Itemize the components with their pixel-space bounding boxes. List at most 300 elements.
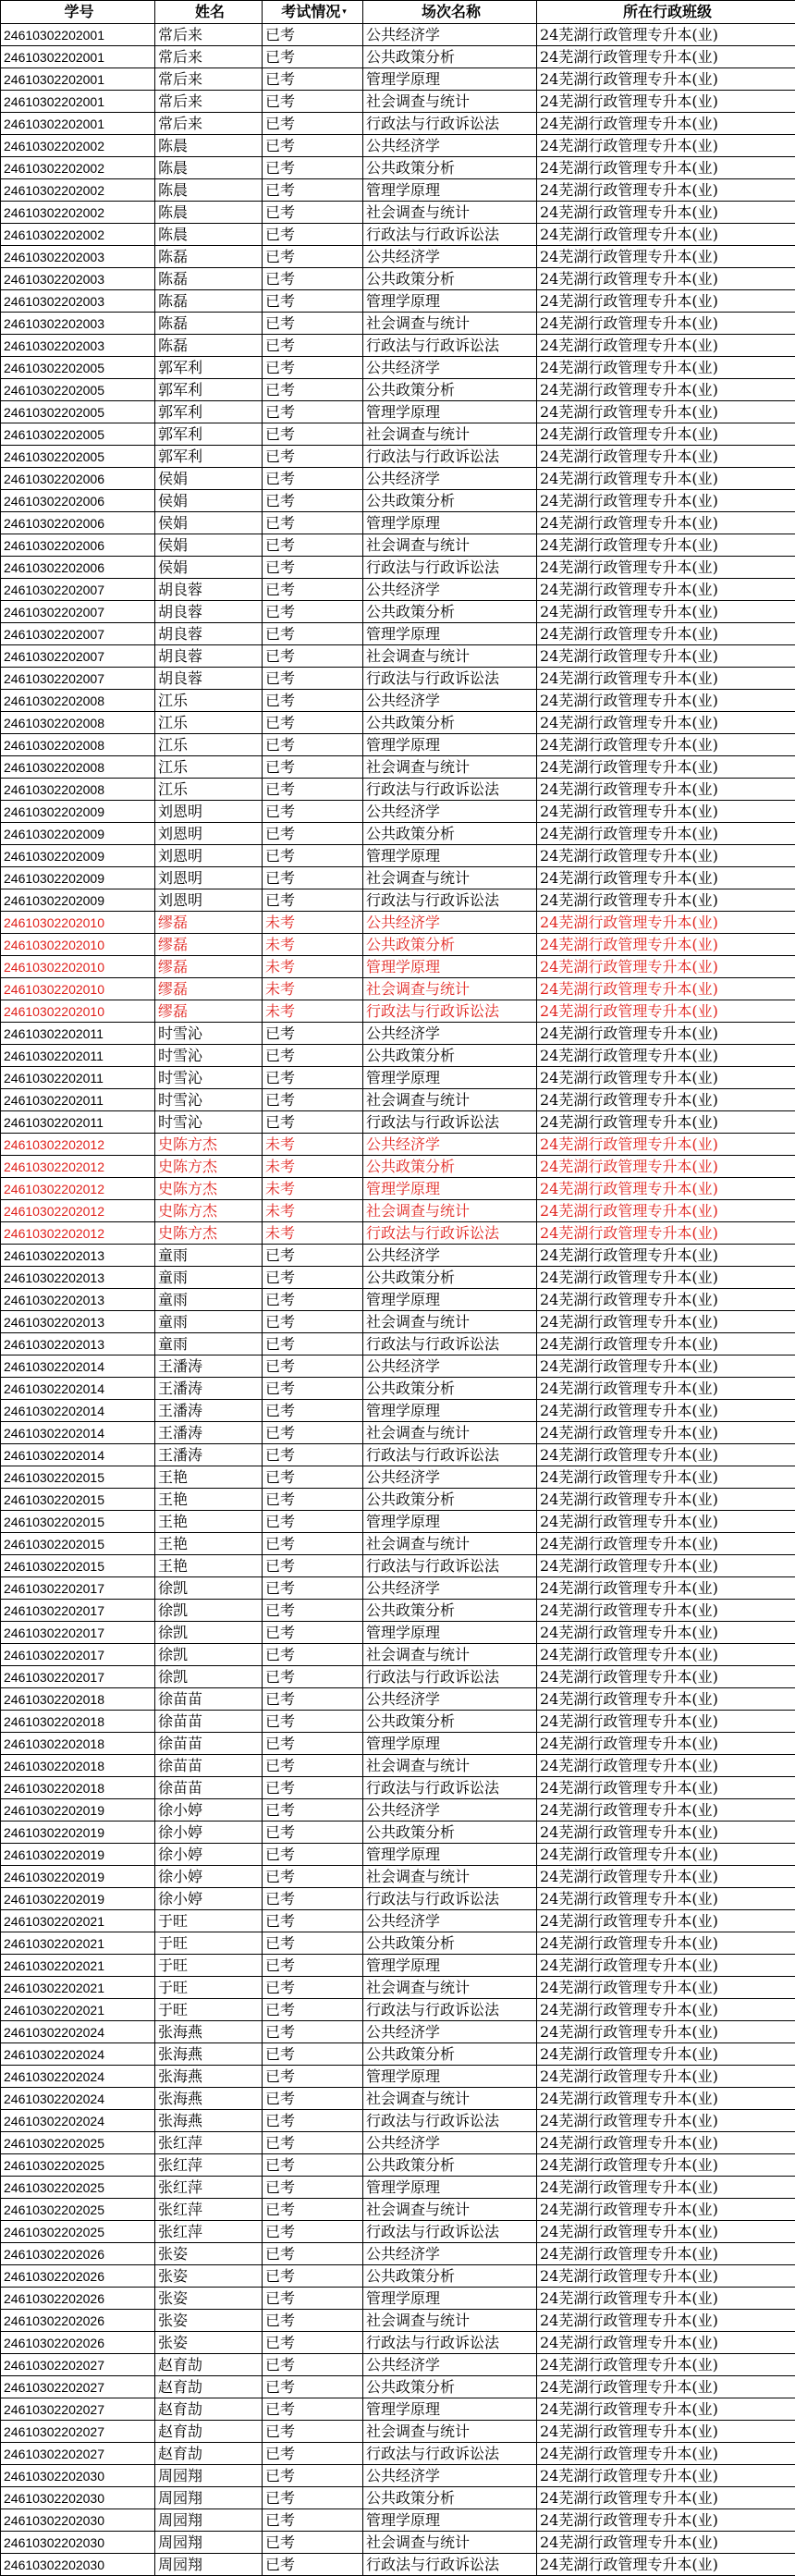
cell-session-name[interactable]: 行政法与行政诉讼法	[363, 2332, 537, 2354]
cell-exam-status[interactable]: 已考	[263, 2243, 363, 2265]
cell-class[interactable]: 24芜湖行政管理专升本(业)	[537, 1755, 795, 1777]
cell-class[interactable]: 24芜湖行政管理专升本(业)	[537, 2398, 795, 2421]
cell-exam-status[interactable]: 已考	[263, 2088, 363, 2110]
cell-class[interactable]: 24芜湖行政管理专升本(业)	[537, 1311, 795, 1333]
cell-class[interactable]: 24芜湖行政管理专升本(业)	[537, 2177, 795, 2199]
cell-class[interactable]: 24芜湖行政管理专升本(业)	[537, 1955, 795, 1977]
cell-class[interactable]: 24芜湖行政管理专升本(业)	[537, 1045, 795, 1067]
cell-name[interactable]: 常后来	[155, 113, 263, 135]
cell-class[interactable]: 24芜湖行政管理专升本(业)	[537, 1200, 795, 1222]
cell-session-name[interactable]: 社会调查与统计	[363, 2088, 537, 2110]
cell-exam-status[interactable]: 已考	[263, 224, 363, 246]
cell-class[interactable]: 24芜湖行政管理专升本(业)	[537, 867, 795, 889]
cell-class[interactable]: 24芜湖行政管理专升本(业)	[537, 1422, 795, 1444]
cell-exam-status[interactable]: 已考	[263, 1511, 363, 1533]
cell-class[interactable]: 24芜湖行政管理专升本(业)	[537, 1333, 795, 1355]
cell-name[interactable]: 江乐	[155, 734, 263, 756]
cell-exam-status[interactable]: 已考	[263, 313, 363, 335]
cell-name[interactable]: 张红萍	[155, 2154, 263, 2177]
cell-session-name[interactable]: 社会调查与统计	[363, 534, 537, 557]
cell-student-id[interactable]: 24610302202017	[1, 1666, 155, 1688]
cell-name[interactable]: 王潘涛	[155, 1400, 263, 1422]
cell-session-name[interactable]: 行政法与行政诉讼法	[363, 446, 537, 468]
cell-exam-status[interactable]: 已考	[263, 1466, 363, 1489]
cell-exam-status[interactable]: 已考	[263, 1999, 363, 2021]
cell-exam-status[interactable]: 已考	[263, 1755, 363, 1777]
cell-exam-status[interactable]: 已考	[263, 1333, 363, 1355]
cell-session-name[interactable]: 管理学原理	[363, 179, 537, 202]
cell-name[interactable]: 史陈方杰	[155, 1134, 263, 1156]
cell-name[interactable]: 徐凯	[155, 1666, 263, 1688]
cell-exam-status[interactable]: 已考	[263, 2509, 363, 2532]
cell-session-name[interactable]: 行政法与行政诉讼法	[363, 2443, 537, 2465]
cell-class[interactable]: 24芜湖行政管理专升本(业)	[537, 202, 795, 224]
cell-student-id[interactable]: 24610302202021	[1, 1955, 155, 1977]
cell-name[interactable]: 张海燕	[155, 2088, 263, 2110]
cell-session-name[interactable]: 行政法与行政诉讼法	[363, 557, 537, 579]
cell-session-name[interactable]: 公共经济学	[363, 2354, 537, 2376]
cell-session-name[interactable]: 行政法与行政诉讼法	[363, 335, 537, 357]
cell-class[interactable]: 24芜湖行政管理专升本(业)	[537, 2554, 795, 2576]
cell-student-id[interactable]: 24610302202010	[1, 934, 155, 956]
cell-student-id[interactable]: 24610302202010	[1, 956, 155, 978]
cell-name[interactable]: 徐凯	[155, 1622, 263, 1644]
cell-session-name[interactable]: 公共政策分析	[363, 2154, 537, 2177]
cell-name[interactable]: 徐苗苗	[155, 1755, 263, 1777]
cell-exam-status[interactable]: 已考	[263, 1866, 363, 1888]
cell-name[interactable]: 徐小婷	[155, 1844, 263, 1866]
cell-session-name[interactable]: 公共经济学	[363, 1577, 537, 1600]
cell-session-name[interactable]: 管理学原理	[363, 401, 537, 423]
cell-student-id[interactable]: 24610302202009	[1, 801, 155, 823]
cell-student-id[interactable]: 24610302202015	[1, 1489, 155, 1511]
cell-class[interactable]: 24芜湖行政管理专升本(业)	[537, 2243, 795, 2265]
cell-session-name[interactable]: 管理学原理	[363, 1844, 537, 1866]
cell-session-name[interactable]: 社会调查与统计	[363, 313, 537, 335]
cell-class[interactable]: 24芜湖行政管理专升本(业)	[537, 2509, 795, 2532]
cell-class[interactable]: 24芜湖行政管理专升本(业)	[537, 1733, 795, 1755]
cell-exam-status[interactable]: 已考	[263, 357, 363, 379]
cell-student-id[interactable]: 24610302202007	[1, 645, 155, 668]
cell-name[interactable]: 郭军利	[155, 357, 263, 379]
cell-student-id[interactable]: 24610302202014	[1, 1400, 155, 1422]
cell-session-name[interactable]: 行政法与行政诉讼法	[363, 1333, 537, 1355]
cell-exam-status[interactable]: 已考	[263, 135, 363, 157]
cell-name[interactable]: 赵育劼	[155, 2421, 263, 2443]
cell-class[interactable]: 24芜湖行政管理专升本(业)	[537, 2132, 795, 2154]
cell-class[interactable]: 24芜湖行政管理专升本(业)	[537, 712, 795, 734]
cell-exam-status[interactable]: 未考	[263, 1200, 363, 1222]
cell-class[interactable]: 24芜湖行政管理专升本(业)	[537, 468, 795, 490]
cell-name[interactable]: 王艳	[155, 1555, 263, 1577]
cell-exam-status[interactable]: 已考	[263, 91, 363, 113]
cell-session-name[interactable]: 行政法与行政诉讼法	[363, 2554, 537, 2576]
cell-name[interactable]: 张姿	[155, 2243, 263, 2265]
cell-session-name[interactable]: 公共经济学	[363, 1799, 537, 1822]
cell-name[interactable]: 时雪沁	[155, 1045, 263, 1067]
cell-student-id[interactable]: 24610302202008	[1, 712, 155, 734]
cell-student-id[interactable]: 24610302202030	[1, 2509, 155, 2532]
cell-name[interactable]: 于旺	[155, 1977, 263, 1999]
cell-session-name[interactable]: 行政法与行政诉讼法	[363, 889, 537, 912]
cell-class[interactable]: 24芜湖行政管理专升本(业)	[537, 46, 795, 68]
cell-exam-status[interactable]: 已考	[263, 1733, 363, 1755]
cell-name[interactable]: 张海燕	[155, 2043, 263, 2066]
cell-student-id[interactable]: 24610302202003	[1, 313, 155, 335]
cell-class[interactable]: 24芜湖行政管理专升本(业)	[537, 512, 795, 534]
cell-class[interactable]: 24芜湖行政管理专升本(业)	[537, 1644, 795, 1666]
cell-class[interactable]: 24芜湖行政管理专升本(业)	[537, 2110, 795, 2132]
cell-student-id[interactable]: 24610302202013	[1, 1267, 155, 1289]
cell-session-name[interactable]: 管理学原理	[363, 1289, 537, 1311]
cell-session-name[interactable]: 公共政策分析	[363, 379, 537, 401]
cell-class[interactable]: 24芜湖行政管理专升本(业)	[537, 179, 795, 202]
cell-exam-status[interactable]: 已考	[263, 2132, 363, 2154]
cell-session-name[interactable]: 社会调查与统计	[363, 2532, 537, 2554]
cell-class[interactable]: 24芜湖行政管理专升本(业)	[537, 978, 795, 1000]
cell-session-name[interactable]: 行政法与行政诉讼法	[363, 1777, 537, 1799]
cell-student-id[interactable]: 24610302202011	[1, 1089, 155, 1111]
cell-session-name[interactable]: 管理学原理	[363, 290, 537, 313]
cell-session-name[interactable]: 公共政策分析	[363, 2376, 537, 2398]
cell-student-id[interactable]: 24610302202018	[1, 1688, 155, 1711]
cell-session-name[interactable]: 公共经济学	[363, 690, 537, 712]
cell-class[interactable]: 24芜湖行政管理专升本(业)	[537, 423, 795, 446]
cell-exam-status[interactable]: 已考	[263, 1311, 363, 1333]
cell-student-id[interactable]: 24610302202014	[1, 1444, 155, 1466]
cell-exam-status[interactable]: 已考	[263, 1822, 363, 1844]
cell-session-name[interactable]: 管理学原理	[363, 2288, 537, 2310]
cell-exam-status[interactable]: 已考	[263, 512, 363, 534]
cell-exam-status[interactable]: 已考	[263, 2021, 363, 2043]
cell-class[interactable]: 24芜湖行政管理专升本(业)	[537, 2532, 795, 2554]
cell-name[interactable]: 时雪沁	[155, 1111, 263, 1134]
cell-name[interactable]: 郭军利	[155, 401, 263, 423]
cell-class[interactable]: 24芜湖行政管理专升本(业)	[537, 912, 795, 934]
cell-exam-status[interactable]: 已考	[263, 113, 363, 135]
cell-session-name[interactable]: 管理学原理	[363, 734, 537, 756]
cell-name[interactable]: 侯娟	[155, 534, 263, 557]
cell-student-id[interactable]: 24610302202001	[1, 24, 155, 46]
cell-exam-status[interactable]: 已考	[263, 1688, 363, 1711]
cell-session-name[interactable]: 公共经济学	[363, 912, 537, 934]
cell-student-id[interactable]: 24610302202005	[1, 401, 155, 423]
cell-name[interactable]: 陈磊	[155, 268, 263, 290]
cell-class[interactable]: 24芜湖行政管理专升本(业)	[537, 2088, 795, 2110]
cell-session-name[interactable]: 行政法与行政诉讼法	[363, 1555, 537, 1577]
cell-class[interactable]: 24芜湖行政管理专升本(业)	[537, 224, 795, 246]
cell-name[interactable]: 史陈方杰	[155, 1156, 263, 1178]
cell-student-id[interactable]: 24610302202007	[1, 579, 155, 601]
cell-session-name[interactable]: 社会调查与统计	[363, 202, 537, 224]
cell-class[interactable]: 24芜湖行政管理专升本(业)	[537, 1910, 795, 1932]
cell-student-id[interactable]: 24610302202002	[1, 135, 155, 157]
cell-class[interactable]: 24芜湖行政管理专升本(业)	[537, 1378, 795, 1400]
cell-class[interactable]: 24芜湖行政管理专升本(业)	[537, 1222, 795, 1245]
cell-student-id[interactable]: 24610302202003	[1, 290, 155, 313]
cell-student-id[interactable]: 24610302202027	[1, 2398, 155, 2421]
cell-student-id[interactable]: 24610302202027	[1, 2376, 155, 2398]
cell-student-id[interactable]: 24610302202001	[1, 91, 155, 113]
cell-student-id[interactable]: 24610302202025	[1, 2132, 155, 2154]
cell-student-id[interactable]: 24610302202015	[1, 1555, 155, 1577]
cell-student-id[interactable]: 24610302202013	[1, 1333, 155, 1355]
cell-name[interactable]: 胡良蓉	[155, 601, 263, 623]
cell-name[interactable]: 刘恩明	[155, 801, 263, 823]
cell-student-id[interactable]: 24610302202021	[1, 1932, 155, 1955]
cell-session-name[interactable]: 管理学原理	[363, 1733, 537, 1755]
cell-student-id[interactable]: 24610302202005	[1, 357, 155, 379]
cell-student-id[interactable]: 24610302202003	[1, 268, 155, 290]
cell-name[interactable]: 时雪沁	[155, 1023, 263, 1045]
cell-student-id[interactable]: 24610302202008	[1, 756, 155, 779]
cell-name[interactable]: 王艳	[155, 1466, 263, 1489]
cell-student-id[interactable]: 24610302202010	[1, 912, 155, 934]
cell-exam-status[interactable]: 已考	[263, 2465, 363, 2487]
cell-exam-status[interactable]: 已考	[263, 2354, 363, 2376]
cell-name[interactable]: 周园翔	[155, 2554, 263, 2576]
cell-name[interactable]: 史陈方杰	[155, 1200, 263, 1222]
cell-session-name[interactable]: 公共政策分析	[363, 1822, 537, 1844]
cell-student-id[interactable]: 24610302202012	[1, 1134, 155, 1156]
cell-name[interactable]: 江乐	[155, 779, 263, 801]
cell-student-id[interactable]: 24610302202012	[1, 1200, 155, 1222]
cell-name[interactable]: 于旺	[155, 1910, 263, 1932]
cell-class[interactable]: 24芜湖行政管理专升本(业)	[537, 1555, 795, 1577]
cell-exam-status[interactable]: 已考	[263, 2398, 363, 2421]
cell-exam-status[interactable]: 已考	[263, 46, 363, 68]
cell-name[interactable]: 江乐	[155, 690, 263, 712]
cell-session-name[interactable]: 公共经济学	[363, 246, 537, 268]
cell-exam-status[interactable]: 已考	[263, 1533, 363, 1555]
cell-name[interactable]: 徐苗苗	[155, 1688, 263, 1711]
cell-exam-status[interactable]: 已考	[263, 645, 363, 668]
cell-exam-status[interactable]: 已考	[263, 468, 363, 490]
cell-student-id[interactable]: 24610302202009	[1, 889, 155, 912]
cell-student-id[interactable]: 24610302202030	[1, 2465, 155, 2487]
cell-name[interactable]: 童雨	[155, 1267, 263, 1289]
cell-class[interactable]: 24芜湖行政管理专升本(业)	[537, 956, 795, 978]
cell-name[interactable]: 胡良蓉	[155, 623, 263, 645]
cell-name[interactable]: 于旺	[155, 1932, 263, 1955]
cell-exam-status[interactable]: 已考	[263, 2066, 363, 2088]
cell-exam-status[interactable]: 已考	[263, 823, 363, 845]
cell-class[interactable]: 24芜湖行政管理专升本(业)	[537, 135, 795, 157]
cell-session-name[interactable]: 公共政策分析	[363, 1045, 537, 1067]
cell-exam-status[interactable]: 已考	[263, 801, 363, 823]
cell-exam-status[interactable]: 已考	[263, 1067, 363, 1089]
cell-name[interactable]: 于旺	[155, 1955, 263, 1977]
cell-session-name[interactable]: 社会调查与统计	[363, 2421, 537, 2443]
cell-session-name[interactable]: 公共经济学	[363, 1910, 537, 1932]
cell-name[interactable]: 于旺	[155, 1999, 263, 2021]
cell-name[interactable]: 周园翔	[155, 2487, 263, 2509]
cell-session-name[interactable]: 管理学原理	[363, 2066, 537, 2088]
cell-student-id[interactable]: 24610302202013	[1, 1289, 155, 1311]
cell-student-id[interactable]: 24610302202002	[1, 202, 155, 224]
cell-class[interactable]: 24芜湖行政管理专升本(业)	[537, 68, 795, 91]
cell-exam-status[interactable]: 已考	[263, 1844, 363, 1866]
cell-class[interactable]: 24芜湖行政管理专升本(业)	[537, 1622, 795, 1644]
cell-session-name[interactable]: 社会调查与统计	[363, 1533, 537, 1555]
cell-class[interactable]: 24芜湖行政管理专升本(业)	[537, 1666, 795, 1688]
cell-student-id[interactable]: 24610302202014	[1, 1422, 155, 1444]
cell-session-name[interactable]: 行政法与行政诉讼法	[363, 1888, 537, 1910]
cell-exam-status[interactable]: 已考	[263, 557, 363, 579]
cell-name[interactable]: 王潘涛	[155, 1355, 263, 1378]
cell-session-name[interactable]: 社会调查与统计	[363, 91, 537, 113]
cell-name[interactable]: 周园翔	[155, 2465, 263, 2487]
cell-exam-status[interactable]: 已考	[263, 1267, 363, 1289]
cell-student-id[interactable]: 24610302202008	[1, 734, 155, 756]
cell-name[interactable]: 常后来	[155, 91, 263, 113]
cell-class[interactable]: 24芜湖行政管理专升本(业)	[537, 668, 795, 690]
cell-student-id[interactable]: 24610302202014	[1, 1378, 155, 1400]
cell-exam-status[interactable]: 未考	[263, 912, 363, 934]
cell-class[interactable]: 24芜湖行政管理专升本(业)	[537, 157, 795, 179]
cell-class[interactable]: 24芜湖行政管理专升本(业)	[537, 557, 795, 579]
cell-class[interactable]: 24芜湖行政管理专升本(业)	[537, 1711, 795, 1733]
cell-exam-status[interactable]: 已考	[263, 1111, 363, 1134]
cell-class[interactable]: 24芜湖行政管理专升本(业)	[537, 335, 795, 357]
cell-student-id[interactable]: 24610302202024	[1, 2021, 155, 2043]
cell-session-name[interactable]: 公共政策分析	[363, 490, 537, 512]
cell-exam-status[interactable]: 已考	[263, 24, 363, 46]
cell-student-id[interactable]: 24610302202008	[1, 779, 155, 801]
cell-student-id[interactable]: 24610302202026	[1, 2265, 155, 2288]
cell-session-name[interactable]: 管理学原理	[363, 1511, 537, 1533]
cell-name[interactable]: 缪磊	[155, 978, 263, 1000]
cell-exam-status[interactable]: 已考	[263, 2265, 363, 2288]
cell-student-id[interactable]: 24610302202006	[1, 490, 155, 512]
cell-exam-status[interactable]: 已考	[263, 779, 363, 801]
cell-class[interactable]: 24芜湖行政管理专升本(业)	[537, 290, 795, 313]
cell-exam-status[interactable]: 已考	[263, 1355, 363, 1378]
cell-exam-status[interactable]: 已考	[263, 579, 363, 601]
cell-class[interactable]: 24芜湖行政管理专升本(业)	[537, 734, 795, 756]
cell-session-name[interactable]: 管理学原理	[363, 2509, 537, 2532]
cell-name[interactable]: 张姿	[155, 2332, 263, 2354]
cell-session-name[interactable]: 公共经济学	[363, 468, 537, 490]
cell-session-name[interactable]: 社会调查与统计	[363, 1755, 537, 1777]
cell-exam-status[interactable]: 已考	[263, 1711, 363, 1733]
cell-class[interactable]: 24芜湖行政管理专升本(业)	[537, 1156, 795, 1178]
cell-student-id[interactable]: 24610302202010	[1, 1000, 155, 1023]
cell-name[interactable]: 缪磊	[155, 934, 263, 956]
cell-class[interactable]: 24芜湖行政管理专升本(业)	[537, 1289, 795, 1311]
cell-class[interactable]: 24芜湖行政管理专升本(业)	[537, 623, 795, 645]
cell-class[interactable]: 24芜湖行政管理专升本(业)	[537, 889, 795, 912]
cell-exam-status[interactable]: 已考	[263, 712, 363, 734]
cell-exam-status[interactable]: 已考	[263, 423, 363, 446]
cell-session-name[interactable]: 管理学原理	[363, 2398, 537, 2421]
cell-session-name[interactable]: 管理学原理	[363, 623, 537, 645]
cell-name[interactable]: 张海燕	[155, 2021, 263, 2043]
cell-exam-status[interactable]: 已考	[263, 2332, 363, 2354]
cell-class[interactable]: 24芜湖行政管理专升本(业)	[537, 24, 795, 46]
cell-session-name[interactable]: 行政法与行政诉讼法	[363, 1444, 537, 1466]
cell-session-name[interactable]: 公共政策分析	[363, 2043, 537, 2066]
cell-student-id[interactable]: 24610302202009	[1, 823, 155, 845]
cell-class[interactable]: 24芜湖行政管理专升本(业)	[537, 1067, 795, 1089]
cell-session-name[interactable]: 公共经济学	[363, 2465, 537, 2487]
cell-name[interactable]: 王潘涛	[155, 1378, 263, 1400]
cell-student-id[interactable]: 24610302202024	[1, 2088, 155, 2110]
cell-session-name[interactable]: 公共政策分析	[363, 1267, 537, 1289]
filter-dropdown-icon[interactable]: ▾	[342, 7, 347, 17]
cell-exam-status[interactable]: 已考	[263, 290, 363, 313]
cell-student-id[interactable]: 24610302202013	[1, 1311, 155, 1333]
cell-name[interactable]: 徐凯	[155, 1600, 263, 1622]
cell-class[interactable]: 24芜湖行政管理专升本(业)	[537, 1932, 795, 1955]
cell-student-id[interactable]: 24610302202012	[1, 1156, 155, 1178]
cell-class[interactable]: 24芜湖行政管理专升本(业)	[537, 1111, 795, 1134]
cell-session-name[interactable]: 社会调查与统计	[363, 1422, 537, 1444]
cell-class[interactable]: 24芜湖行政管理专升本(业)	[537, 2465, 795, 2487]
cell-exam-status[interactable]: 已考	[263, 246, 363, 268]
cell-session-name[interactable]: 社会调查与统计	[363, 867, 537, 889]
cell-exam-status[interactable]: 已考	[263, 1600, 363, 1622]
cell-student-id[interactable]: 24610302202024	[1, 2043, 155, 2066]
cell-exam-status[interactable]: 已考	[263, 2177, 363, 2199]
cell-session-name[interactable]: 公共政策分析	[363, 157, 537, 179]
cell-name[interactable]: 童雨	[155, 1311, 263, 1333]
cell-student-id[interactable]: 24610302202011	[1, 1111, 155, 1134]
cell-exam-status[interactable]: 已考	[263, 1932, 363, 1955]
cell-name[interactable]: 刘恩明	[155, 845, 263, 867]
cell-student-id[interactable]: 24610302202025	[1, 2154, 155, 2177]
cell-exam-status[interactable]: 已考	[263, 1644, 363, 1666]
cell-student-id[interactable]: 24610302202006	[1, 534, 155, 557]
cell-name[interactable]: 胡良蓉	[155, 645, 263, 668]
cell-name[interactable]: 胡良蓉	[155, 668, 263, 690]
cell-exam-status[interactable]: 已考	[263, 1888, 363, 1910]
cell-exam-status[interactable]: 已考	[263, 1489, 363, 1511]
cell-class[interactable]: 24芜湖行政管理专升本(业)	[537, 823, 795, 845]
cell-student-id[interactable]: 24610302202030	[1, 2554, 155, 2576]
cell-student-id[interactable]: 24610302202017	[1, 1644, 155, 1666]
cell-exam-status[interactable]: 已考	[263, 1289, 363, 1311]
cell-student-id[interactable]: 24610302202026	[1, 2243, 155, 2265]
cell-student-id[interactable]: 24610302202007	[1, 623, 155, 645]
cell-name[interactable]: 侯娟	[155, 512, 263, 534]
cell-session-name[interactable]: 行政法与行政诉讼法	[363, 2110, 537, 2132]
cell-name[interactable]: 赵育劼	[155, 2354, 263, 2376]
cell-session-name[interactable]: 公共政策分析	[363, 1489, 537, 1511]
cell-exam-status[interactable]: 已考	[263, 2288, 363, 2310]
cell-exam-status[interactable]: 已考	[263, 1910, 363, 1932]
cell-session-name[interactable]: 行政法与行政诉讼法	[363, 779, 537, 801]
cell-student-id[interactable]: 24610302202017	[1, 1600, 155, 1622]
cell-exam-status[interactable]: 已考	[263, 401, 363, 423]
cell-exam-status[interactable]: 未考	[263, 978, 363, 1000]
cell-class[interactable]: 24芜湖行政管理专升本(业)	[537, 2332, 795, 2354]
cell-student-id[interactable]: 24610302202024	[1, 2110, 155, 2132]
cell-student-id[interactable]: 24610302202003	[1, 246, 155, 268]
cell-exam-status[interactable]: 已考	[263, 1444, 363, 1466]
cell-name[interactable]: 张红萍	[155, 2177, 263, 2199]
cell-exam-status[interactable]: 已考	[263, 1799, 363, 1822]
cell-class[interactable]: 24芜湖行政管理专升本(业)	[537, 2354, 795, 2376]
cell-name[interactable]: 刘恩明	[155, 889, 263, 912]
cell-class[interactable]: 24芜湖行政管理专升本(业)	[537, 1600, 795, 1622]
cell-exam-status[interactable]: 已考	[263, 668, 363, 690]
cell-name[interactable]: 常后来	[155, 24, 263, 46]
cell-student-id[interactable]: 24610302202002	[1, 224, 155, 246]
cell-name[interactable]: 常后来	[155, 68, 263, 91]
cell-name[interactable]: 张姿	[155, 2265, 263, 2288]
cell-name[interactable]: 徐小婷	[155, 1888, 263, 1910]
